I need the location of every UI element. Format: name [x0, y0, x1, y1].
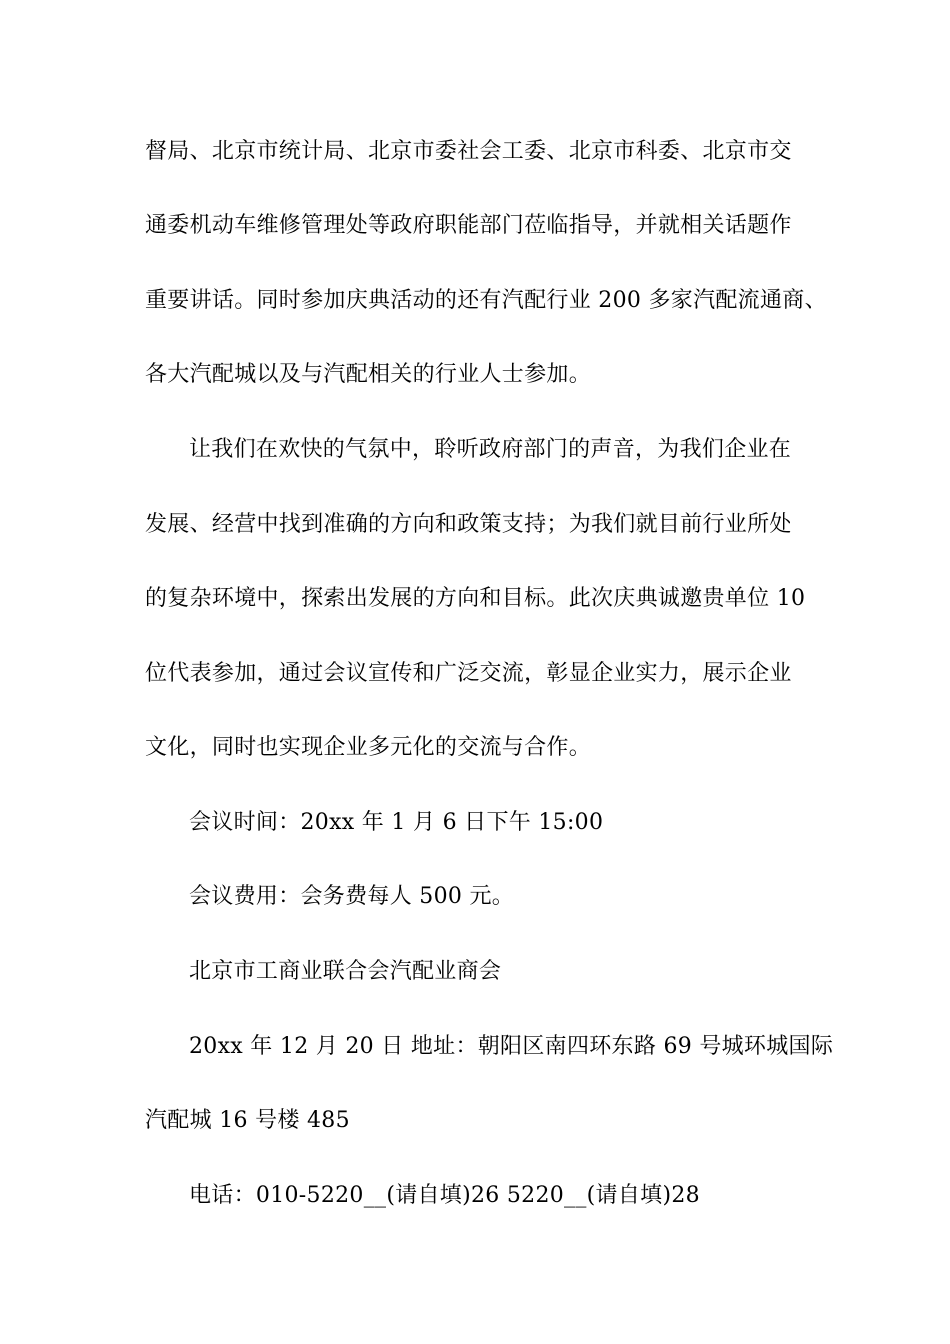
- date-address-line: 20xx 年 12 月 20 日 地址：朝阳区南四环东路 69 号城环城国际: [189, 1034, 834, 1059]
- paragraph-line: 文化，同时也实现企业多元化的交流与合作。: [145, 735, 592, 760]
- paragraph-line: 发展、经营中找到准确的方向和政策支持；为我们就目前行业所处: [145, 512, 792, 537]
- paragraph-line: 的复杂环境中，探索出发展的方向和目标。此次庆典诚邀贵单位 10: [145, 586, 806, 611]
- organizer-name: 北京市工商业联合会汽配业商会: [189, 959, 502, 984]
- paragraph-line: 重要讲话。同时参加庆典活动的还有汽配行业 200 多家汽配流通商、: [145, 288, 827, 313]
- paragraph-line: 督局、北京市统计局、北京市委社会工委、北京市科委、北京市交: [145, 139, 792, 164]
- paragraph-line: 各大汽配城以及与汽配相关的行业人士参加。: [145, 362, 592, 387]
- phone-line: 电话：010-5220__(请自填)26 5220__(请自填)28: [189, 1183, 700, 1208]
- address-continued: 汽配城 16 号楼 485: [145, 1108, 350, 1133]
- paragraph-line: 位代表参加，通过会议宣传和广泛交流，彰显企业实力，展示企业: [145, 661, 792, 686]
- paragraph-line: 通委机动车维修管理处等政府职能部门莅临指导，并就相关话题作: [145, 213, 792, 238]
- meeting-time: 会议时间：20xx 年 1 月 6 日下午 15:00: [189, 810, 604, 835]
- meeting-fee: 会议费用：会务费每人 500 元。: [189, 884, 515, 909]
- paragraph-line: 让我们在欢快的气氛中，聆听政府部门的声音，为我们企业在: [189, 437, 792, 462]
